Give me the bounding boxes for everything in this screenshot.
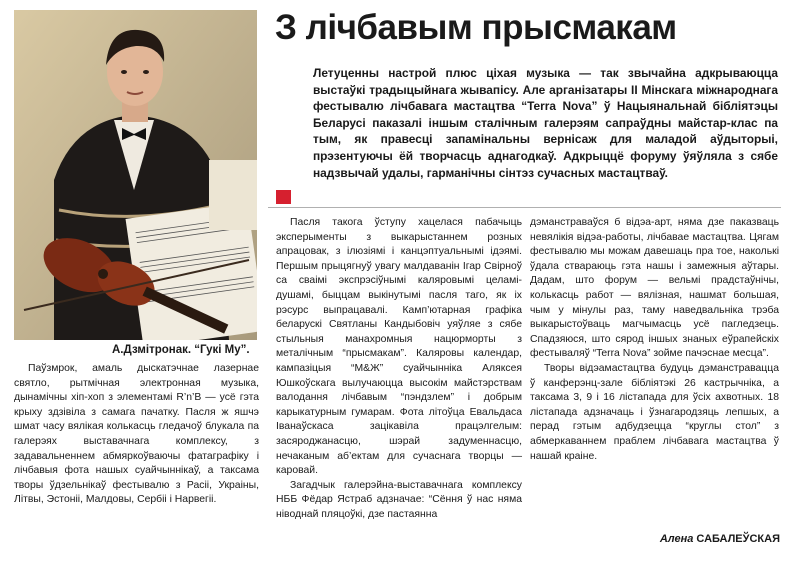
article-lead: Летуценны настрой плюс ціхая музыка — так звычайна адкрываюцца выстаўкі традыцыйнага жывапісу. Але арганізатары II Мінскага міжнароднага фестывалю лічбавага мастацтва “Terra Nova” ў Нацыянальнай бібліятэцы Беларусі паказалі іншым сталічным галерэям сапраўдны майстар-клас па тым, як правесці запамінальны вернісаж для маладой аўдыторыі, прэзентуючы ёй творчасць аднагодкаў. Адкрыццё форуму ўяўляла з сябе надзвычай удалы, гарманічны сінтэз сучасных мастацтваў. (313, 66, 778, 180)
author-byline (600, 533, 780, 545)
article-photo (14, 10, 257, 340)
author-last-name: САБАЛЕЎСКАЯ (696, 533, 780, 545)
paragraph: Творы відэамастацтва будуць дэманстравацца ў канферэнц-зале бібліятэкі 26 кастрычніка, а таксама 3, 9 і 16 лістапада для ўсіх ахвотных. 18 лістапада адзначаць і ўзнагародзяць лепшых, а перад гэтым адбудзецца “круглы стол” з абмеркаваннем праблем лічбавага мастацтва ў нашай краіне. (530, 362, 779, 462)
paragraph: Загадчык галерэйна-выставачнага комплексу НББ Фёдар Ястраб адзначае: “Сёння ў нас няма ніводнай пляцоўкі, дзе пастаянна (276, 479, 522, 520)
photo-violinist (14, 10, 257, 340)
violinist-illustration (14, 10, 257, 340)
column-left (14, 362, 259, 508)
column-middle (276, 216, 522, 522)
article-headline: З лічбавым прысмакам (275, 8, 677, 47)
paragraph: Паўзмрок, амаль дыскатэчнае лазернае святло, рытмічная электронная музыка, дынамічны хіп-хоп з элементамі R’n’B — усё гэта крыху здзівіла з самага пачатку. Пасля ж яшчэ шмат часу вялікая колькасць гледачоў блукала па галерэях выставачнага комплексу, з задавальненнем абмяркоўваючы фатаграфіку і лічбавыя фота нашых суайчыннікаў, а таксама творы ўдзельнікаў фестывалю з Расіі, Украіны, Літвы, Эстоніі, Малдовы, Сербіі і Нарвегіі. (14, 363, 259, 506)
photo-caption: А.Дзмітронак. “Гукі Му”. (112, 344, 250, 356)
paragraph: Пасля такога ўступу хацелася пабачыць эксперыменты з выкарыстаннем розных апрацовак, з ілюзіямі і канцэптуальнымі ідэямі. Першым прыцягнуў увагу малдаванін Ігар Свірноў са сваімі экспрэсіўнымі каляровымі целамі-душамі, быццам выкінутымі пасля таго, як іх рэсурс выпрацавалі. Камп’ютарная графіка беларускі Святланы Кандыбовіч уяўляе з сябе стыльныя манахромныя нацюрморты з металічным “прысмакам”. Каляровы календар, кампазіцыя “М&Ж” суайчынніка Аляксея Юшкоўскага вылучаюцца высокім майстэрствам валодання лічбавым “пэндзлем” і добрым карыкатурным гумарам. Фота літоўца Евальдаса Іванаўскаса зацікавіла працэлгелым: засяроджанасцю, шэрай задуменнасцю, нечаканым аб’ектам для сучаснага творцы — каровай. (276, 217, 522, 477)
paragraph: дэманстраваўся б відэа-арт, няма дзе паказваць невялікія відэа-работы, лічбавае мастацтва. Цягам фестывалю мы можам давешаць пра тое, наколькі ўдала ствараюць гэта нашы і замежныя аўтары. Дадам, што форум — вельмі прадстаўнічы, колькасць работ — вялізная, нашмат большая, чым у мінулы раз, таму наведвальніка трэба выкарыстоўваць магчымасць усё пагледзець. Спадзяюся, што сярод іншых знаных еўрапейскіх фестываляў “Terra Nova” зойме пачэснае месца”. (530, 217, 779, 360)
lead-divider (268, 207, 781, 208)
red-accent-marker (276, 190, 291, 204)
author-first-name: Алена (659, 533, 694, 545)
column-right (530, 216, 779, 464)
